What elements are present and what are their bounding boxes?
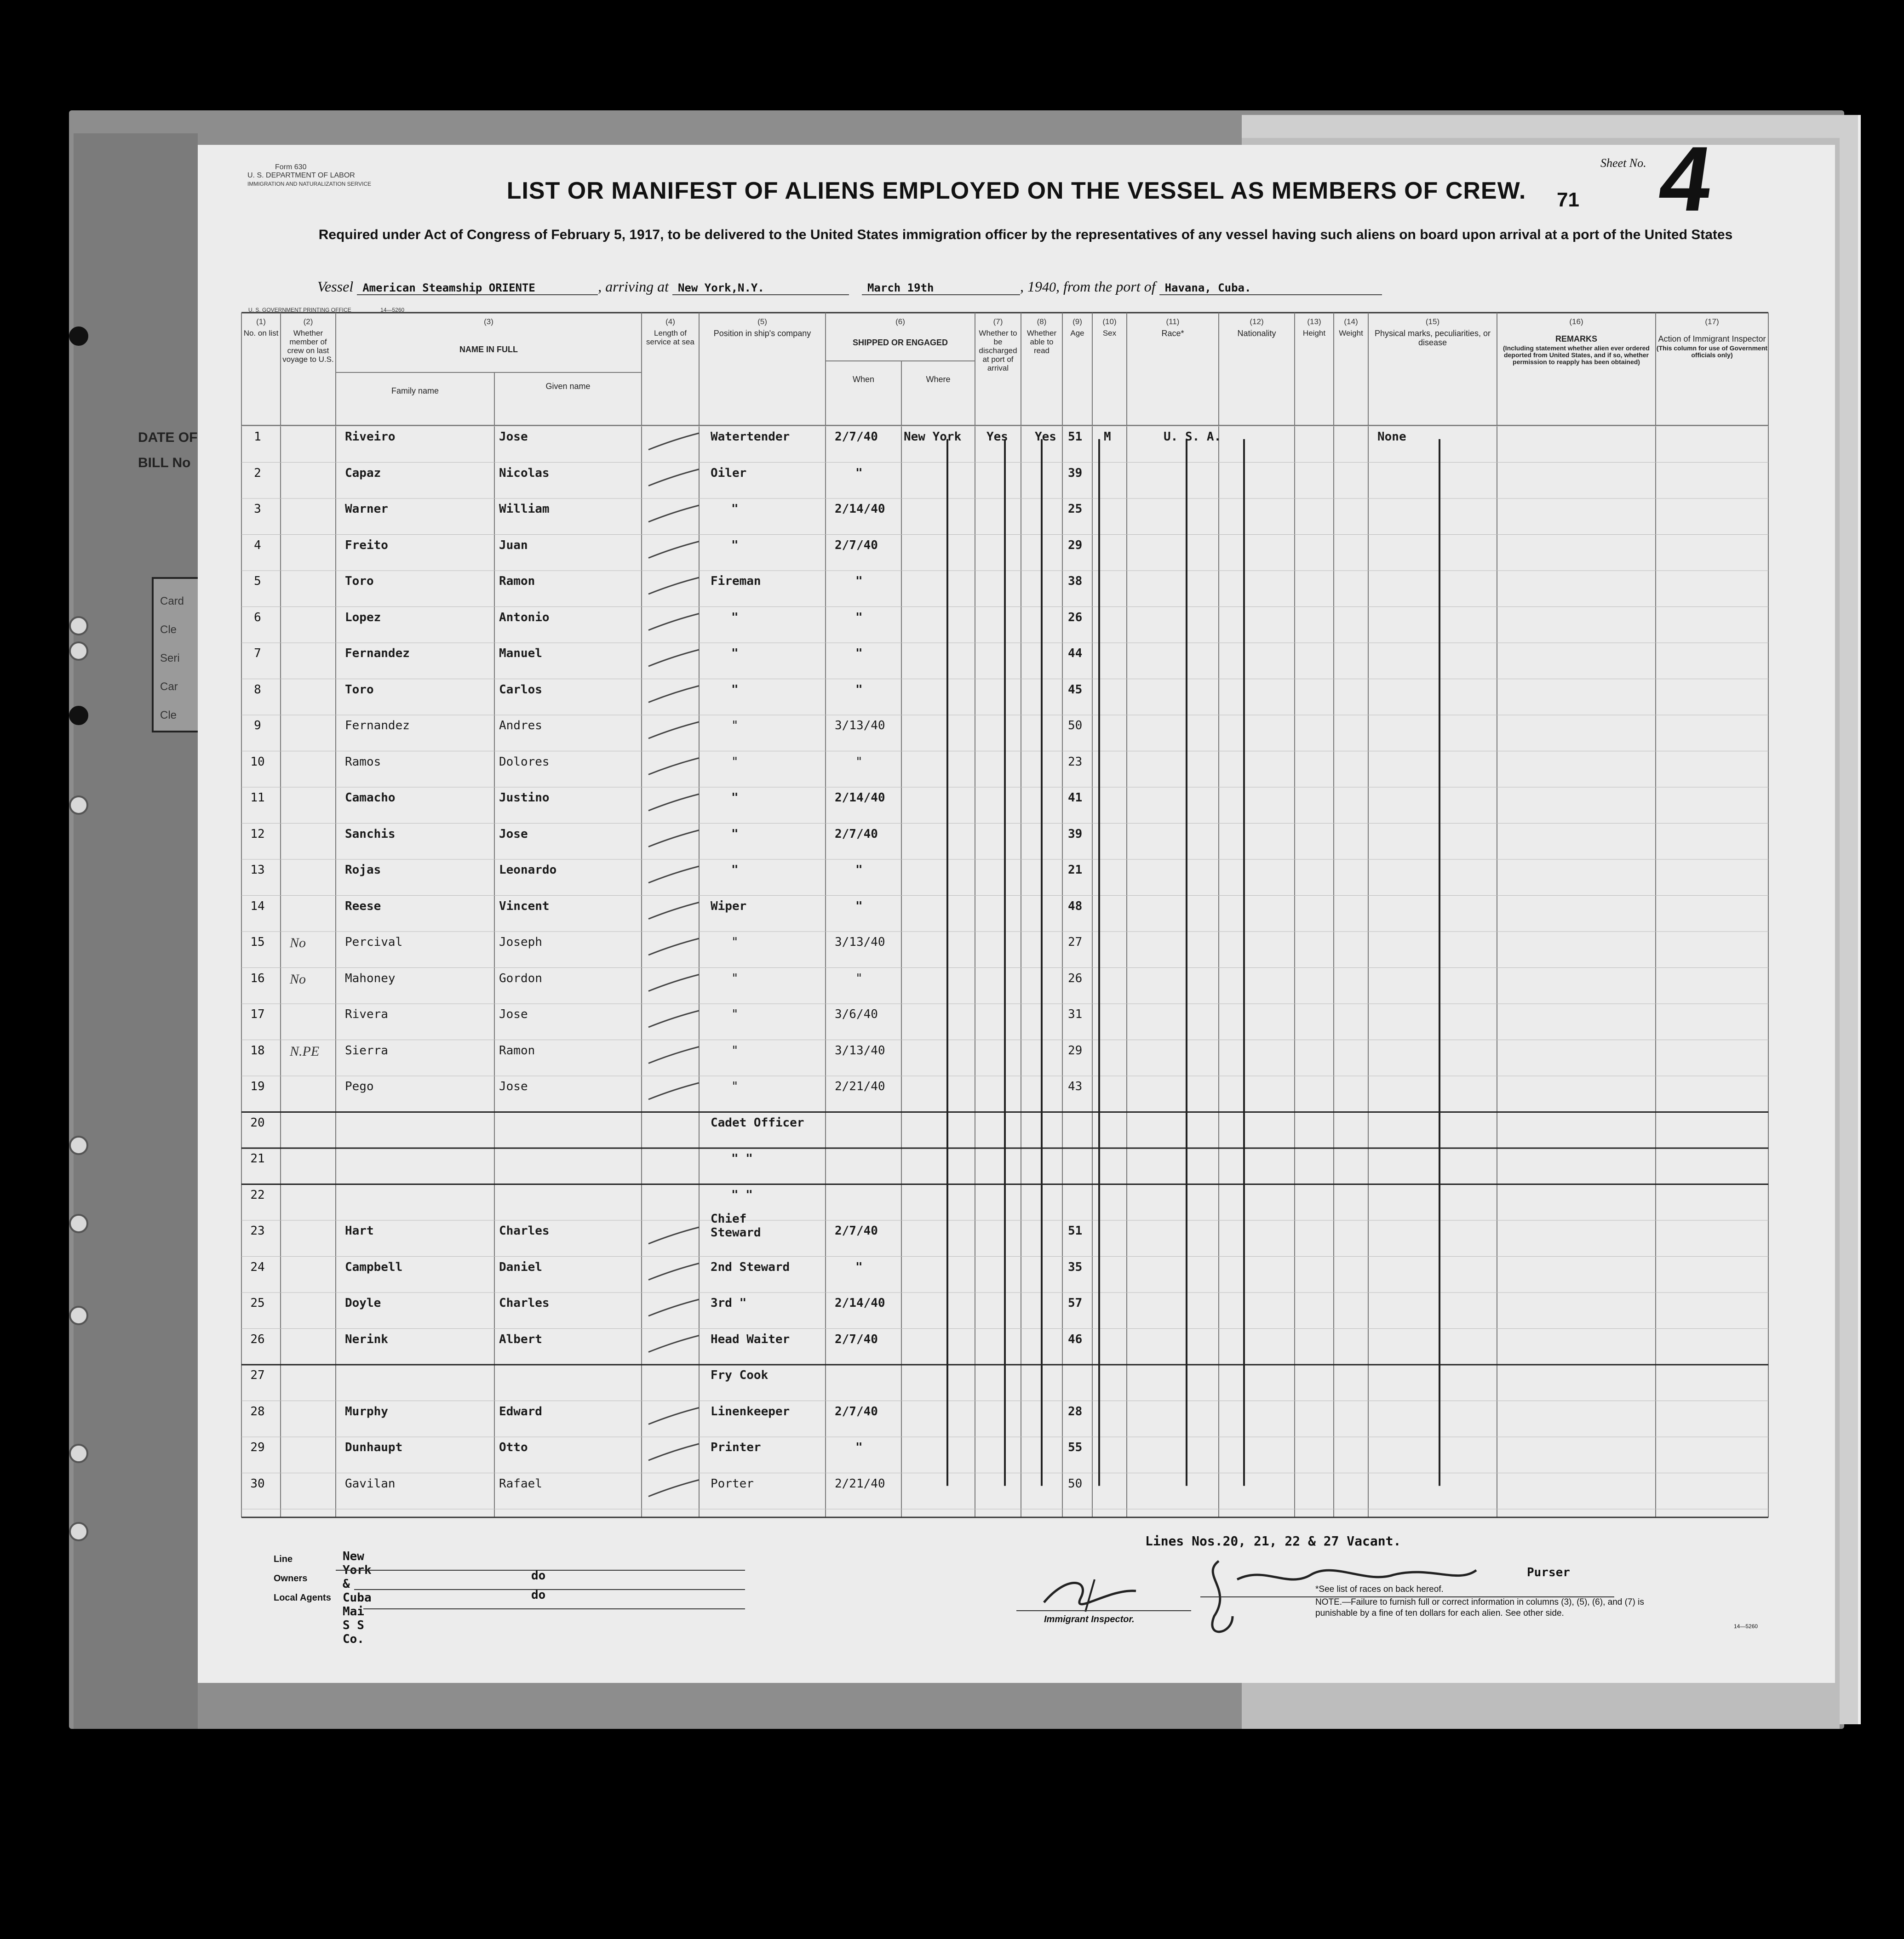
given-name: Jose <box>499 1080 528 1093</box>
column-number: (6) <box>895 317 905 326</box>
agents-value: do <box>531 1588 546 1602</box>
purser-label: Purser <box>1527 1566 1570 1579</box>
position: " <box>731 935 739 949</box>
service-mark <box>648 722 699 738</box>
shipped-when: " <box>855 682 863 697</box>
arriving-label: , arriving at <box>598 278 669 295</box>
family-name: Rojas <box>345 863 381 877</box>
age: 27 <box>1068 935 1083 949</box>
agents-label: Local Agents <box>274 1593 331 1603</box>
binder-hole <box>69 1444 88 1463</box>
owners-value: do <box>531 1569 546 1583</box>
column-header: Whether member of crew on last voyage to U.S. <box>282 329 334 364</box>
position: " <box>731 646 739 660</box>
binder-hole <box>69 1306 88 1325</box>
position: " <box>731 502 739 516</box>
given-name: Rafael <box>499 1476 542 1491</box>
row-number: 22 <box>250 1188 265 1202</box>
position: " " <box>731 1152 753 1166</box>
year-field: 40 <box>1042 280 1056 295</box>
page-title: LIST OR MANIFEST OF ALIENS EMPLOYED ON THE VESSEL AS MEMBERS OF CREW. <box>506 177 1526 204</box>
family-name: Sierra <box>345 1043 388 1058</box>
service-mark <box>648 542 699 558</box>
shipped-when: 2/7/40 <box>835 1332 878 1346</box>
family-name: Capaz <box>345 466 381 480</box>
column-number: (13) <box>1307 317 1321 326</box>
family-name: Dunhaupt <box>345 1441 403 1454</box>
row-number: 17 <box>250 1007 265 1021</box>
physical-marks: None <box>1377 430 1406 444</box>
row-number: 10 <box>250 755 265 769</box>
family-name: Mahoney <box>345 971 396 985</box>
column-number: (12) <box>1250 317 1264 326</box>
row-number: 26 <box>250 1332 265 1346</box>
shipped-when: " <box>855 574 863 588</box>
age: 44 <box>1068 646 1083 660</box>
dept-line-2: IMMIGRATION AND NATURALIZATION SERVICE <box>247 181 372 187</box>
family-name: Lopez <box>345 610 381 624</box>
age: 23 <box>1068 755 1083 769</box>
line-label: Line <box>274 1554 293 1564</box>
age: 29 <box>1068 1043 1083 1058</box>
family-name: Camacho <box>345 791 396 805</box>
row-number: 21 <box>250 1152 265 1166</box>
age: 26 <box>1068 971 1083 985</box>
column-header: Physical marks, peculiarities, or disease <box>1374 329 1491 347</box>
from-label: , from the port of <box>1055 278 1156 295</box>
fine-note: NOTE.—Failure to furnish full or correct information in columns (3), (5), (6), and (7) is punishable by a fine of ten dollars for each alien. See other side. <box>1315 1597 1644 1618</box>
column-header: Whether to be discharged at port of arrival <box>979 329 1017 372</box>
service-mark <box>648 1336 699 1352</box>
row-number: 12 <box>250 827 265 841</box>
age: 31 <box>1068 1007 1083 1021</box>
line-value: New York & Cuba Mai S S Co. <box>343 1550 372 1646</box>
card-line: Cle <box>160 709 177 721</box>
family-name: Sanchis <box>345 827 396 841</box>
service-mark <box>648 794 699 811</box>
port-field: Havana, Cuba. <box>1159 281 1382 295</box>
footer-code: 14—5260 <box>1734 1623 1758 1630</box>
table-grid <box>198 145 1835 1683</box>
age: 50 <box>1068 1476 1083 1491</box>
manifest-sheet <box>198 128 1835 1683</box>
service-mark <box>648 1227 699 1244</box>
given-name: Manuel <box>499 646 542 660</box>
card-line: Cle <box>160 623 177 636</box>
card-line: Car <box>160 681 178 693</box>
row-number: 11 <box>250 791 265 805</box>
given-name: Carlos <box>499 682 542 697</box>
given-name: Otto <box>499 1441 528 1454</box>
column-header: Length of service at sea <box>646 329 694 346</box>
side-date-label: DATE OF <box>138 430 198 445</box>
position: 2nd Steward <box>711 1260 790 1274</box>
shipped-when: 2/7/40 <box>835 538 878 552</box>
service-mark <box>648 975 699 991</box>
sheet-number: 4 <box>1653 128 1719 230</box>
position: Chief Steward <box>711 1212 761 1240</box>
given-name: Dolores <box>499 755 550 769</box>
given-name: Juan <box>499 538 528 552</box>
given-name: Andres <box>499 719 542 732</box>
family-name: Doyle <box>345 1296 381 1310</box>
row-number: 29 <box>250 1441 265 1454</box>
card-line: Card <box>160 595 184 607</box>
family-name: Riveiro <box>345 430 396 444</box>
row-number: 20 <box>250 1115 265 1130</box>
given-name: Leonardo <box>499 863 557 877</box>
action-note: (This column for use of Government officials only) <box>1656 344 1768 359</box>
given-name: Nicolas <box>499 466 550 480</box>
given-name: Albert <box>499 1332 542 1346</box>
shipped-when: " <box>855 1441 863 1454</box>
previous-voyage: N.PE <box>290 1043 320 1059</box>
age: 39 <box>1068 466 1083 480</box>
column-number: (15) <box>1425 317 1440 326</box>
shipped-when: 2/7/40 <box>835 1224 878 1238</box>
row-number: 16 <box>250 971 265 985</box>
races-note: *See list of races on back hereof. <box>1315 1584 1444 1594</box>
shipped-when: 2/21/40 <box>835 1476 885 1491</box>
shipped-when: " <box>855 646 863 660</box>
row-number: 3 <box>254 502 261 516</box>
row-number: 13 <box>250 863 265 877</box>
service-mark <box>648 1444 699 1460</box>
given-name-subheader: Given name <box>545 382 591 391</box>
nationality: U. S. A. <box>1164 430 1222 444</box>
row-number: 27 <box>250 1368 265 1382</box>
form-number: Form 630 <box>275 163 307 171</box>
column-header: Age <box>1070 329 1084 337</box>
position: " <box>731 1043 739 1058</box>
position: " <box>731 610 739 624</box>
age: 46 <box>1068 1332 1083 1346</box>
family-name: Nerink <box>345 1332 388 1346</box>
dept-line-1: U. S. DEPARTMENT OF LABOR <box>247 172 355 179</box>
row-number: 18 <box>250 1043 265 1058</box>
service-mark <box>648 1264 699 1280</box>
binder-hole <box>69 1136 88 1155</box>
column-number: (2) <box>303 317 313 326</box>
family-name: Percival <box>345 935 403 949</box>
family-name: Pego <box>345 1080 374 1093</box>
age: 25 <box>1068 502 1083 516</box>
column-number: (11) <box>1166 317 1180 326</box>
column-header: NAME IN FULL <box>459 345 518 354</box>
date-field: March 19th <box>862 281 1020 295</box>
position: Fireman <box>711 574 761 588</box>
column-header: Sex <box>1102 329 1117 337</box>
shipped-when: 2/7/40 <box>835 430 878 444</box>
given-name: Ramon <box>499 574 535 588</box>
age: 57 <box>1068 1296 1083 1310</box>
position: Printer <box>711 1441 761 1454</box>
binder-hole <box>69 706 88 725</box>
position: " <box>731 1007 739 1021</box>
age: 51 <box>1068 430 1083 444</box>
where-subheader: Where <box>926 375 951 384</box>
service-mark <box>648 505 699 522</box>
row-number: 6 <box>254 610 261 624</box>
year-prefix: , 19 <box>1020 278 1042 295</box>
service-mark <box>648 866 699 883</box>
family-name: Ramos <box>345 755 381 769</box>
position: Cadet Officer <box>711 1115 804 1130</box>
column-header: REMARKS <box>1555 334 1597 343</box>
shipped-when: " <box>855 610 863 624</box>
previous-voyage: No <box>290 935 306 950</box>
column-header: Position in ship's company <box>713 329 811 338</box>
given-name: Joseph <box>499 935 542 949</box>
age: 43 <box>1068 1080 1083 1093</box>
row-number: 14 <box>250 899 265 913</box>
given-name: Daniel <box>499 1260 542 1274</box>
remarks-note: (Including statement whether alien ever ordered deported from United States, and if so, whether permission to reapply has been obtained) <box>1503 344 1650 366</box>
family-name: Toro <box>345 574 374 588</box>
age: 35 <box>1068 1260 1083 1274</box>
service-mark <box>648 903 699 919</box>
shipped-when: 2/21/40 <box>835 1080 885 1093</box>
age: 26 <box>1068 610 1083 624</box>
service-mark <box>648 433 699 450</box>
position: " <box>731 1080 739 1093</box>
shipped-when: " <box>855 755 863 769</box>
binder-hole <box>69 1214 88 1233</box>
position: Porter <box>711 1476 754 1491</box>
family-name: Rivera <box>345 1007 388 1021</box>
stamp-number: 71 <box>1557 189 1579 211</box>
row-number: 19 <box>250 1080 265 1093</box>
inspector-label: Immigrant Inspector. <box>1044 1614 1135 1624</box>
position: " <box>731 538 739 552</box>
service-mark <box>648 578 699 594</box>
column-number: (5) <box>757 317 767 326</box>
shipped-when: 2/14/40 <box>835 502 885 516</box>
row-number: 24 <box>250 1260 265 1274</box>
shipped-where: New York <box>904 430 962 444</box>
shipped-when: " <box>855 863 863 877</box>
owners-label: Owners <box>274 1573 308 1584</box>
position: " <box>731 755 739 769</box>
column-header: SHIPPED OR ENGAGED <box>852 338 948 347</box>
row-number: 8 <box>254 682 261 697</box>
family-name: Hart <box>345 1224 374 1238</box>
service-mark <box>648 1299 699 1316</box>
position: 3rd " <box>711 1296 747 1310</box>
vessel-field: American Steamship ORIENTE <box>357 281 598 295</box>
position: Watertender <box>711 430 790 444</box>
side-bill-label: BILL No <box>138 455 191 470</box>
age: 21 <box>1068 863 1083 877</box>
binding-strip <box>74 133 198 1729</box>
age: 29 <box>1068 538 1083 552</box>
given-name: Charles <box>499 1224 550 1238</box>
position: Linenkeeper <box>711 1404 790 1419</box>
age: 28 <box>1068 1404 1083 1419</box>
service-mark <box>648 1083 699 1099</box>
given-name: Jose <box>499 430 528 444</box>
footer-rules <box>304 1552 754 1616</box>
position: Wiper <box>711 899 747 913</box>
service-mark <box>648 1011 699 1027</box>
row-number: 1 <box>254 430 261 444</box>
service-mark <box>648 938 699 955</box>
given-name: William <box>499 502 550 516</box>
row-number: 25 <box>250 1296 265 1310</box>
binder-hole <box>69 326 88 346</box>
age: 41 <box>1068 791 1083 805</box>
given-name: Jose <box>499 1007 528 1021</box>
position: " <box>731 863 739 877</box>
column-header: Height <box>1302 329 1326 337</box>
position: Fry Cook <box>711 1368 768 1382</box>
column-number: (4) <box>665 317 675 326</box>
column-number: (1) <box>256 317 266 326</box>
column-number: (10) <box>1102 317 1117 326</box>
row-number: 28 <box>250 1404 265 1419</box>
position: " <box>731 791 739 805</box>
family-name: Gavilan <box>345 1476 396 1491</box>
family-name: Murphy <box>345 1404 388 1419</box>
given-name: Vincent <box>499 899 550 913</box>
column-number: (16) <box>1569 317 1583 326</box>
position: Oiler <box>711 466 747 480</box>
printing-office-text: U. S. GOVERNMENT PRINTING OFFICE <box>248 307 351 313</box>
column-number: (7) <box>993 317 1003 326</box>
service-mark <box>648 469 699 486</box>
service-mark <box>648 1047 699 1064</box>
given-name: Edward <box>499 1404 542 1419</box>
shipped-when: 2/14/40 <box>835 791 885 805</box>
family-name: Reese <box>345 899 381 913</box>
row-number: 5 <box>254 574 261 588</box>
when-subheader: When <box>852 375 875 384</box>
column-number: (17) <box>1705 317 1719 326</box>
shipped-when: 2/14/40 <box>835 1296 885 1310</box>
row-number: 9 <box>254 719 261 732</box>
column-number: (8) <box>1037 317 1047 326</box>
row-number: 2 <box>254 466 261 480</box>
service-mark <box>648 1408 699 1424</box>
service-mark <box>648 650 699 666</box>
card-line: Seri <box>160 652 180 664</box>
shipped-when: " <box>855 971 863 985</box>
service-mark <box>648 830 699 847</box>
age: 50 <box>1068 719 1083 732</box>
sex: M <box>1104 430 1111 444</box>
printing-code: 14—5260 <box>380 307 405 313</box>
family-name: Toro <box>345 682 374 697</box>
column-header: Race* <box>1161 329 1184 338</box>
shipped-when: 3/13/40 <box>835 1043 885 1058</box>
position: " <box>731 827 739 841</box>
shipped-when: 3/6/40 <box>835 1007 878 1021</box>
column-header: Weight <box>1339 329 1363 337</box>
able-to-read: Yes <box>1035 430 1056 444</box>
family-name: Freito <box>345 538 388 552</box>
position: " <box>731 719 739 732</box>
given-name: Gordon <box>499 971 542 985</box>
shipped-when: " <box>855 899 863 913</box>
service-mark <box>648 614 699 630</box>
age: 51 <box>1068 1224 1083 1238</box>
position: Head Waiter <box>711 1332 790 1346</box>
column-header: No. on list <box>243 329 279 337</box>
shipped-when: 3/13/40 <box>835 935 885 949</box>
binder-hole <box>69 616 88 635</box>
shipped-when: 2/7/40 <box>835 827 878 841</box>
shipped-when: 2/7/40 <box>835 1404 878 1419</box>
service-mark <box>648 686 699 703</box>
row-number: 15 <box>250 935 265 949</box>
service-mark <box>648 758 699 775</box>
given-name: Charles <box>499 1296 550 1310</box>
family-name: Warner <box>345 502 388 516</box>
shipped-when: 3/13/40 <box>835 719 885 732</box>
binder-hole <box>69 795 88 815</box>
binder-hole <box>69 1522 88 1541</box>
age: 45 <box>1068 682 1083 697</box>
vessel-label: Vessel <box>317 278 354 295</box>
given-name: Jose <box>499 827 528 841</box>
column-number: (3) <box>484 317 493 326</box>
column-header: Action of Immigrant Inspector <box>1658 334 1766 343</box>
age: 38 <box>1068 574 1083 588</box>
family-name: Campbell <box>345 1260 403 1274</box>
service-mark <box>648 1480 699 1497</box>
row-number: 30 <box>250 1476 265 1491</box>
age: 39 <box>1068 827 1083 841</box>
position: " <box>731 971 739 985</box>
column-number: (9) <box>1072 317 1082 326</box>
family-name: Fernandez <box>345 646 410 660</box>
row-number: 4 <box>254 538 261 552</box>
age: 48 <box>1068 899 1083 913</box>
page-subtitle: Required under Act of Congress of February 5, 1917, to be delivered to the United States immigration officer by the representatives of any vessel having such aliens on board upon arrival at a port of the United States <box>318 227 1733 242</box>
row-number: 23 <box>250 1224 265 1238</box>
given-name: Antonio <box>499 610 550 624</box>
column-number: (14) <box>1344 317 1358 326</box>
position: " " <box>731 1188 753 1202</box>
age: 55 <box>1068 1441 1083 1454</box>
column-header: Nationality <box>1237 329 1276 338</box>
given-name: Ramon <box>499 1043 535 1058</box>
binder-hole <box>69 641 88 661</box>
position: " <box>731 682 739 697</box>
previous-voyage: No <box>290 971 306 987</box>
family-name-subheader: Family name <box>391 386 439 395</box>
family-name: Fernandez <box>345 719 410 732</box>
discharged: Yes <box>986 430 1008 444</box>
given-name: Justino <box>499 791 550 805</box>
shipped-when: " <box>855 466 863 480</box>
arriving-field: New York,N.Y. <box>672 281 849 295</box>
shipped-when: " <box>855 1260 863 1274</box>
row-number: 7 <box>254 646 261 660</box>
vacant-lines-note: Lines Nos.20, 21, 22 & 27 Vacant. <box>1145 1533 1401 1549</box>
sheet-number-label: Sheet No. <box>1600 156 1646 170</box>
column-header: Whether able to read <box>1027 329 1057 355</box>
